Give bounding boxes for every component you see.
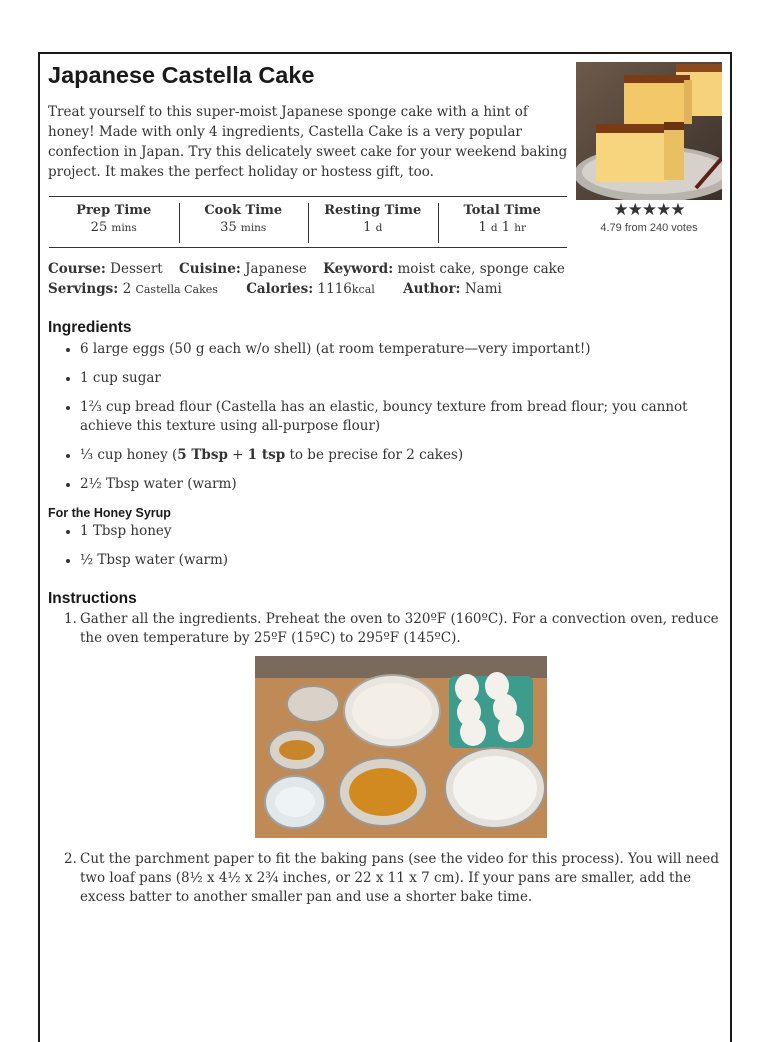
ingredients-list [80, 340, 725, 504]
instructions-list [64, 610, 725, 648]
course-label: Course: [48, 261, 106, 277]
time-label: Total Time [463, 203, 541, 218]
calories-value: 1116 [317, 281, 352, 297]
time-unit: d [490, 222, 498, 234]
cuisine-value: Japanese [245, 261, 307, 277]
time-unit: mins [240, 222, 267, 234]
meta-line-2 [48, 279, 728, 300]
step-number: 1. [64, 611, 77, 627]
syrup-list [80, 522, 725, 580]
list-item [80, 446, 725, 465]
time-number: 1 [501, 220, 511, 235]
ingredient-text: ⅓ cup honey ( [80, 447, 178, 463]
recipe-intro: Treat yourself to this super-moist Japanese sponge cake with a hint of honey! Made with only 4 ingredients, Castella Cake is a very popular confection in Japan. Try this delicately sweet cake for your weekend baking project. It makes the perfect holiday or hostess gift, too. [48, 104, 568, 180]
step-photo [255, 656, 547, 838]
calories-unit: kcal [351, 283, 375, 296]
keyword-value: moist cake, sponge cake [397, 261, 565, 277]
ingredient-text: 1⅔ cup bread flour (Castella has an elastic, bouncy texture from bread flour; you cannot achieve this texture using all-purpose flour) [80, 399, 688, 434]
time-value [438, 220, 568, 235]
keyword-label: Keyword: [323, 261, 394, 277]
ingredients-heading: Ingredients [48, 319, 132, 336]
recipe-meta [48, 259, 728, 300]
time-value [49, 220, 179, 235]
ingredient-text: ½ Tbsp water (warm) [80, 552, 229, 568]
cuisine-label: Cuisine: [179, 261, 241, 277]
time-number: 1 [363, 220, 372, 235]
recipe-photo [576, 62, 722, 200]
servings-unit: Castella Cakes [135, 283, 218, 296]
rating-stars-icon[interactable]: ★★★★★ [613, 200, 685, 220]
author-label: Author: [403, 281, 461, 297]
list-item [80, 551, 725, 570]
ingredient-text: 6 large eggs (50 g each w/o shell) (at room temperature—very important!) [80, 341, 591, 357]
time-value [308, 220, 438, 235]
time-label: Prep Time [76, 203, 152, 218]
time-resting [308, 197, 438, 247]
time-unit: d [375, 222, 383, 234]
time-number: 25 [90, 220, 108, 235]
time-unit: hr [514, 222, 526, 234]
ingredient-text: to be precise for 2 cakes) [285, 447, 464, 463]
list-item [80, 340, 725, 359]
list-item [80, 475, 725, 494]
time-number: 35 [220, 220, 237, 235]
time-unit: mins [111, 222, 137, 234]
rating-votes: 4.79 from 240 votes [600, 222, 698, 234]
step-text: Cut the parchment paper to fit the baking pans (see the video for this process). You will need two loaf pans (8½ x 4½ x 2¾ inches, or 22 x 11 x 7 cm). If your pans are smaller, add the excess batter to another smaller pan and use a shorter bake time. [80, 851, 720, 905]
time-cook [179, 197, 309, 247]
ingredient-text: 1 cup sugar [80, 370, 161, 386]
rating [576, 201, 722, 234]
time-prep [49, 197, 179, 247]
syrup-heading: For the Honey Syrup [48, 506, 171, 520]
ingredient-text: 1 Tbsp honey [80, 523, 172, 539]
servings-value[interactable]: 2 [122, 281, 132, 297]
recipe-title: Japanese Castella Cake [48, 62, 315, 88]
list-item [64, 850, 725, 907]
ingredient-text: 2½ Tbsp water (warm) [80, 476, 237, 492]
time-number: 1 [478, 220, 487, 235]
instructions-list-continued [64, 850, 725, 907]
calories-label: Calories: [246, 281, 314, 297]
meta-line-1 [48, 259, 728, 279]
time-total [438, 197, 568, 247]
list-item [64, 610, 725, 648]
ingredient-text: + [227, 447, 248, 463]
list-item [80, 369, 725, 388]
ingredient-bold: 5 Tbsp [177, 447, 228, 463]
step-number: 2. [64, 851, 77, 867]
recipe-times [49, 196, 567, 248]
author-value: Nami [464, 281, 502, 297]
list-item [80, 398, 725, 436]
instructions-heading: Instructions [48, 590, 137, 607]
list-item [80, 522, 725, 541]
time-label: Cook Time [204, 203, 283, 218]
time-label: Resting Time [324, 203, 422, 218]
servings-label: Servings: [48, 281, 119, 297]
step-text: Gather all the ingredients. Preheat the oven to 320ºF (160ºC). For a convection oven, reduce the oven temperature by 25ºF (15ºC) to 295ºF (145ºC). [80, 611, 719, 646]
course-value: Dessert [110, 261, 163, 277]
time-value [179, 220, 309, 235]
ingredient-bold: 1 tsp [247, 447, 286, 463]
